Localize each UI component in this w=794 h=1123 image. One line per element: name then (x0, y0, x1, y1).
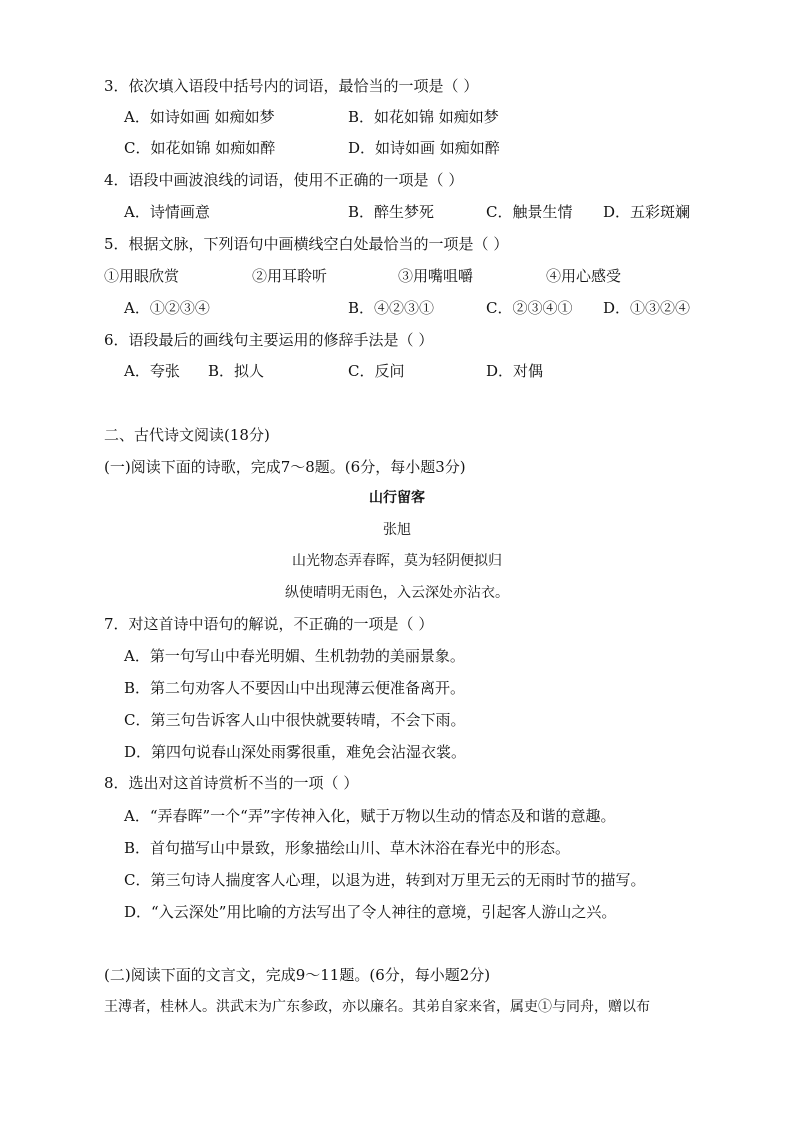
q4-stem: 4．语段中画波浪线的词语，使用不正确的一项是（ ） (104, 171, 464, 189)
q7-option-d: D．第四句说春山深处雨雾很重，难免会沾湿衣裳。 (124, 743, 467, 761)
q5-item-1: ①用眼欣赏 (104, 267, 180, 285)
q8-option-a: A．“弄春晖”一个“弄”字传神入化，赋于万物以生动的情态及和谐的意趣。 (124, 807, 616, 825)
passage-line-1: 王溥者，桂林人。洪武末为广东参政，亦以廉名。其弟自家来省，属吏①与同舟，赠以布 (104, 999, 650, 1015)
q5-option-c: C．②③④① (486, 299, 573, 317)
poem-line-2: 纵使晴明无雨色，入云深处亦沾衣。 (285, 585, 509, 601)
q4-option-d: D．五彩斑斓 (603, 203, 691, 221)
part1-heading: (一)阅读下面的诗歌，完成7～8题。(6分，每小题3分) (104, 458, 466, 476)
q7-option-b: B．第二句劝客人不要因山中出现薄云便准备离开。 (124, 679, 466, 697)
q3-option-a: A．如诗如画 如痴如梦 (124, 108, 275, 126)
poem-title: 山行留客 (369, 490, 425, 506)
q4-option-a: A．诗情画意 (124, 203, 210, 221)
q3-stem: 3．依次填入语段中括号内的词语，最恰当的一项是（ ） (104, 77, 479, 95)
q5-option-d: D．①③②④ (603, 299, 691, 317)
q5-item-3: ③用嘴咀嚼 (398, 267, 474, 285)
q5-option-a: A．①②③④ (124, 299, 210, 317)
q5-stem: 5．根据文脉，下列语句中画横线空白处最恰当的一项是（ ） (104, 235, 509, 253)
q8-option-d: D．“入云深处”用比喻的方法写出了令人神往的意境，引起客人游山之兴。 (124, 903, 617, 921)
q8-option-b: B．首句描写山中景致，形象描绘山川、草木沐浴在春光中的形态。 (124, 839, 571, 857)
q7-option-c: C．第三句告诉客人山中很快就要转晴，不会下雨。 (124, 711, 466, 729)
q8-stem: 8．选出对这首诗赏析不当的一项（ ） (104, 774, 359, 792)
q6-option-b: B．拟人 (208, 362, 265, 380)
q5-item-4: ④用心感受 (546, 267, 622, 285)
q4-option-b: B．醉生梦死 (348, 203, 435, 221)
q6-option-a: A．夸张 (124, 362, 180, 380)
q3-option-c: C．如花如锦 如痴如醉 (124, 139, 276, 157)
q3-option-b: B．如花如锦 如痴如梦 (348, 108, 499, 126)
part2-heading: (二)阅读下面的文言文，完成9～11题。(6分，每小题2分) (104, 966, 491, 984)
q7-stem: 7．对这首诗中语句的解说，不正确的一项是（ ） (104, 615, 434, 633)
q5-option-b: B．④②③① (348, 299, 435, 317)
section-heading: 二、古代诗文阅读(18分) (104, 426, 270, 444)
q4-option-c: C．触景生情 (486, 203, 573, 221)
q6-option-d: D．对偶 (486, 362, 544, 380)
q3-option-d: D．如诗如画 如痴如醉 (348, 139, 500, 157)
q7-option-a: A．第一句写山中春光明媚、生机勃勃的美丽景象。 (124, 647, 465, 665)
q6-option-c: C．反问 (348, 362, 405, 380)
poem-author: 张旭 (383, 522, 411, 538)
q6-stem: 6．语段最后的画线句主要运用的修辞手法是（ ） (104, 331, 434, 349)
q5-item-2: ②用耳聆听 (252, 267, 328, 285)
poem-line-1: 山光物态弄春晖，莫为轻阴便拟归 (292, 553, 502, 569)
q8-option-c: C．第三句诗人揣度客人心理，以退为进，转到对万里无云的无雨时节的描写。 (124, 871, 646, 889)
